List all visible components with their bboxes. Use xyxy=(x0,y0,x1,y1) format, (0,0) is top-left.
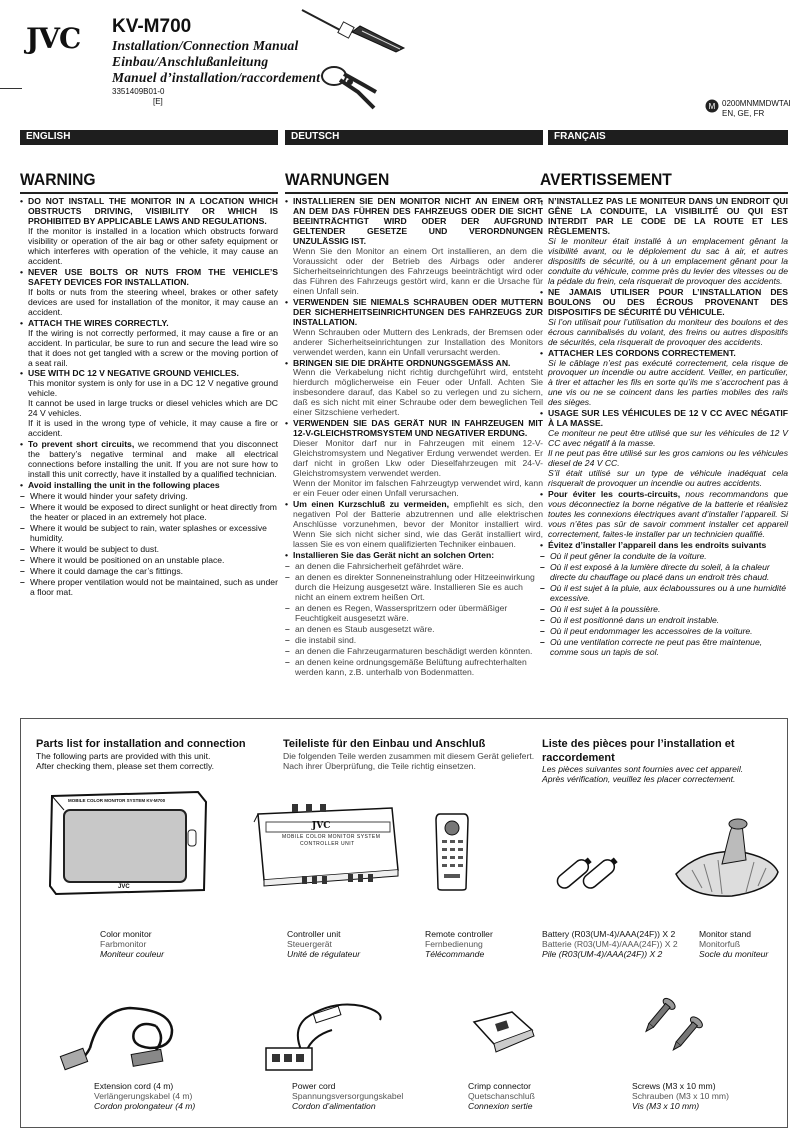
english-warnings xyxy=(20,197,278,599)
parts-title-de: Teileliste für den Einbau und Anschluß xyxy=(283,738,486,750)
divider xyxy=(20,192,278,194)
list-item: • Avoid installing the unit in the following places xyxy=(20,481,278,491)
svg-text:M: M xyxy=(708,102,716,111)
list-item: – Where it would be subject to dust. xyxy=(20,545,278,555)
monitor-label: MOBILE COLOR MONITOR SYSTEM KV-M700 xyxy=(68,798,166,803)
list-item: • Pour éviter les courts-circuits, nous recommandons que vous déconnectiez la borne négative de la batterie et réalisiez toutes les connexions électriques avant d’installer l’appareil. Si vous n’êtes pas sûr de savoir comment installer cet appareil correctement, faites-le installer par un technicien qualifié. xyxy=(540,490,788,540)
list-item: – an denen es direkter Sonneneinstrahlung oder Hitzeeinwirkung durch die Heizung ausgesetzt wäre. Installieren Sie es auch nicht an einem extrem heißen Ort. xyxy=(285,573,543,603)
pliers-icon xyxy=(318,62,378,110)
list-item: – an denen es Staub ausgesetzt wäre. xyxy=(285,625,543,635)
divider xyxy=(540,192,788,194)
title-en: Installation/Connection Manual xyxy=(112,38,299,53)
header-rule xyxy=(0,88,22,89)
part-caption-monitor-stand: Monitor stand Monitorfuß Socle du moniteur xyxy=(699,929,769,959)
battery-illustration xyxy=(552,846,628,906)
controller-brand: JVC xyxy=(312,821,331,831)
list-item: • N’INSTALLEZ PAS LE MONITEUR DANS UN ENDROIT QUI GÊNE LA CONDUITE, LA VISIBILITÉ OU QUI EST INTERDIT PAR LE CODE DE LA ROUTE ET LES RÈGLEMENTS. Si le moniteur était installé à un emplacement gênant la visibilité avant, ou le déploiement du sac à air, et autres dispositifs de sécurité, ou à un emplacement gênant pour la conduite du véhicule, comme près du levier des vitesses ou de la pédale du frein, cela risquerait de provoquer des accidents. xyxy=(540,197,788,287)
list-item: • Installieren Sie das Gerät nicht an solchen Orten: xyxy=(285,551,543,561)
lang-bar-francais: FRANÇAIS xyxy=(548,130,788,145)
parts-sub-de-2: Nach ihrer Überprüfung, die Teile richtig einsetzen. xyxy=(283,761,476,771)
warning-heading-de: WARNUNGEN xyxy=(285,170,390,189)
list-item: • DO NOT INSTALL THE MONITOR IN A LOCATION WHICH OBSTRUCTS DRIVING, VISIBILITY OR WHICH IS PROHIBITED BY APPLICABLE LAWS AND REGULATIONS. If the monitor is installed in a location which obstructs forward visibility or operation of the air bag or other safety equipment or which interferes with operation of the vehicle, it may cause an accident. xyxy=(20,197,278,267)
lang-bar-deutsch: DEUTSCH xyxy=(285,130,543,145)
list-item: – Où il peut gêner la conduite de la voiture. xyxy=(540,552,788,562)
list-item: – an denen die Fahrzeugarmaturen beschädigt werden könnten. xyxy=(285,647,543,657)
screws-illustration xyxy=(650,990,710,1060)
monitor-brand: JVC xyxy=(118,884,130,890)
parts-sub-en-1: The following parts are provided with this unit. xyxy=(36,751,211,761)
power-cord-illustration xyxy=(262,990,392,1075)
list-item: • To prevent short circuits, we recommend that you disconnect the battery’s negative terminal and make all electrical connections before installing the unit. If you are not sure how to install this unit correctly, have it installed by a qualified technician. xyxy=(20,440,278,480)
parts-title-fr: Liste des pièces pour l’installation et raccordement xyxy=(542,738,735,764)
list-item: – Où il est positionné dans un endroit instable. xyxy=(540,616,788,626)
list-item: – Où il peut endommager les accessoires de la voiture. xyxy=(540,627,788,637)
title-de: Einbau/Anschlußanleitung xyxy=(112,54,269,69)
remote-controller-illustration xyxy=(432,812,472,892)
list-item: – Où il est sujet à la pluie, aux éclaboussures ou à une humidité excessive. xyxy=(540,584,788,604)
deutsch-warnings xyxy=(285,197,543,679)
list-item: – an denen es Regen, Wasserspritzern oder übermäßiger Feuchtigkeit ausgesetzt wäre. xyxy=(285,604,543,624)
list-item: – Où il est exposé à la lumière directe du soleil, à la chaleur directe du chauffage ou placé dans un endroit très chaud. xyxy=(540,563,788,583)
part-caption-battery: Battery (R03(UM-4)/AAA(24F)) X 2 Batterie (R03(UM-4)/AAA(24F)) X 2 Pile (R03(UM-4)/AAA(24F)) X 2 xyxy=(542,929,678,959)
list-item: – Where it could damage the car’s fittings. xyxy=(20,567,278,577)
list-item: • BRINGEN SIE DIE DRÄHTE ORDNUNGSGEMÄSS AN. Wenn die Verkabelung nicht richtig durchgeführt wird, entsteht hierdurch möglicherweise ein Feuer oder Unfall. Achten Sie insbesondere darauf, das Kabel so zu verlegen und zu sichern, daß es sich nicht mit einer Schraube oder dem beweglichen Teil einer Sitzschiene verhedert. xyxy=(285,359,543,419)
list-item: • NEVER USE BOLTS OR NUTS FROM THE VEHICLE’S SAFETY DEVICES FOR INSTALLATION. If bolts or nuts from the steering wheel, brakes or other safety devices are used for installation of the monitor, it may cause an accident. xyxy=(20,268,278,318)
list-item: • NE JAMAIS UTILISER POUR L’INSTALLATION DES BOULONS OU DES ÉCROUS PROVENANT DES DISPOSITIFS DE SÉCURITÉ DU VÉHICULE. Si l’on utilisait pour l’utilisation du moniteur des boulons et des écrous cannibalisés du volant, des freins ou autres dispositifs de sécurités, cela risquerait de provoquer des accidents. xyxy=(540,288,788,348)
jvc-logo: JVC xyxy=(26,22,81,55)
screwdriver-icon xyxy=(300,8,410,58)
doc-code: 0200MNMMDWTAI xyxy=(722,99,791,108)
title-fr: Manuel d’installation/raccordement xyxy=(112,70,321,85)
doc-languages: EN, GE, FR xyxy=(722,109,765,118)
list-item: – Où une ventilation correcte ne peut pas être maintenue, comme sous un tapis de sol. xyxy=(540,638,788,658)
recycle-icon xyxy=(705,99,719,113)
list-item: – Where it would hinder your safety driving. xyxy=(20,492,278,502)
list-item: – die instabil sind. xyxy=(285,636,543,646)
parts-sub-fr-1: Les pièces suivantes sont fournies avec cet appareil. xyxy=(542,764,744,774)
part-caption-controller-unit: Controller unit Steuergerät Unité de régulateur xyxy=(287,929,361,959)
parts-sub-fr-2: Après vérification, veuillez les placer correctement. xyxy=(542,774,736,784)
divider xyxy=(285,192,543,194)
controller-label-1: MOBILE COLOR MONITOR SYSTEM xyxy=(282,834,381,840)
list-item: – Où il est sujet à la poussière. xyxy=(540,605,788,615)
lang-bar-english: ENGLISH xyxy=(20,130,278,145)
part-caption-remote-controller: Remote controller Fernbedienung Télécommande xyxy=(425,929,493,959)
francais-warnings xyxy=(540,197,788,659)
list-item: – Where it would be positioned on an unstable place. xyxy=(20,556,278,566)
part-caption-color-monitor: Color monitor Farbmonitor Moniteur couleur xyxy=(100,929,165,959)
list-item: – an denen die Fahrsicherheit gefährdet wäre. xyxy=(285,562,543,572)
part-caption-extension-cord: Extension cord (4 m) Verlängerungskabel (4 m) Cordon prolongateur (4 m) xyxy=(94,1081,196,1111)
part-caption-crimp-connector: Crimp connector Quetschanschluß Connexion sertie xyxy=(468,1081,535,1111)
parts-title-en: Parts list for installation and connection xyxy=(36,738,246,750)
list-item: • USAGE SUR LES VÉHICULES DE 12 V CC AVEC NÉGATIF À LA MASSE. Ce moniteur ne peut être utilisé que sur les véhicules de 12 V CC avec négatif à la masse. Il ne peut pas être utilisé sur les gros camions ou les véhicules diesel de 24 V CC. S’il était utilisé sur un type de véhicule inadéquat cela risquerait de provoquer un incendie ou autres accidents. xyxy=(540,409,788,489)
crimp-connector-illustration xyxy=(470,1006,540,1056)
part-caption-screws: Screws (M3 x 10 mm) Schrauben (M3 x 10 mm) Vis (M3 x 10 mm) xyxy=(632,1081,729,1111)
part-caption-power-cord: Power cord Spannungsversorgungskabel Cordon d’alimentation xyxy=(292,1081,404,1111)
parts-sub-de-1: Die folgenden Teile werden zusammen mit diesem Gerät geliefert. xyxy=(283,751,535,761)
list-item: – Where it would be subject to rain, water splashes or excessive humidity. xyxy=(20,524,278,544)
list-item: • INSTALLIEREN SIE DEN MONITOR NICHT AN EINEM ORT, AN DEM DAS FÜHREN DES FAHRZEUGS ODER DIE SICHT BEEINTRÄCHTIGT WIRD ODER DER AUFGRUND GELTENDER GESETZE UND VERORDNUNGEN UNZULÄSSIG IST. Wenn Sie den Monitor an einem Ort installieren, an dem die Voraussicht oder der Betrieb des Airbags oder anderer Sicherheitseinrichtungen des Fahrzeugs beeinträchtigt wird oder das Führen des Fahrzeugs gestört wird, kann er die Ursache für einen Unfall sein. xyxy=(285,197,543,297)
list-item: – Where it would be exposed to direct sunlight or heat directly from the heater or placed in an extremely hot place. xyxy=(20,503,278,523)
color-monitor-illustration xyxy=(48,790,208,895)
warning-heading-fr: AVERTISSEMENT xyxy=(540,170,672,189)
list-item: – an denen keine ordnungsgemäße Belüftung aufrechterhalten werden kann, z.B. unterhalb von Bodenmatten. xyxy=(285,658,543,678)
warning-heading-en: WARNING xyxy=(20,170,96,189)
monitor-stand-illustration xyxy=(672,812,782,902)
list-item: • ATTACH THE WIRES CORRECTLY. If the wiring is not correctly performed, it may cause a fire or an accident. In particular, be sure to run and secure the lead wire so that it does not get tangled with a screw or the moving portion of a seat rail. xyxy=(20,319,278,369)
model-number: KV-M700 xyxy=(112,16,192,37)
list-item: • VERWENDEN SIE DAS GERÄT NUR IN FAHRZEUGEN MIT 12-V-GLEICHSTROMSYSTEM UND NEGATIVER ERDUNG. Dieser Monitor darf nur in Fahrzeugen mit einem 12-V-Gleichstromsystem und Negativer Erdung verwendet werden. Er darf nicht in großen Lkw oder Dieselfahrzeugen mit 24-V-Gleichstromsystem verwendet werden. Wenn der Monitor im falschen Fahrzeugtyp verwendet wird, kann er ein Feuer oder einen Unfall verursachen. xyxy=(285,419,543,499)
list-item: • Um einen Kurzschluß zu vermeiden, empfiehlt es sich, den negativen Pol der Batterie abzutrennen und alle elektrischen Anschlüsse vorzunehmen, bevor der Monitor installiert wird. Wenn Sie sich nicht sicher sind, wie das Gerät installiert wird, lassen Sie es von einem qualifizierten Techniker einbauen. xyxy=(285,500,543,550)
region-code: [E] xyxy=(153,97,163,106)
doc-part-code: 3351409B01-0 xyxy=(112,87,165,96)
list-item: • USE WITH DC 12 V NEGATIVE GROUND VEHICLES. This monitor system is only for use in a DC 12 V negative ground vehicle. It cannot be used in large trucks or diesel vehicles which are DC 24 V vehicles. If it is used in the wrong type of vehicle, it may cause a fire or accident. xyxy=(20,369,278,439)
controller-label-2: CONTROLLER UNIT xyxy=(300,841,355,847)
list-item: • ATTACHER LES CORDONS CORRECTEMENT. Si le câblage n’est pas exécuté correctement, cela risque de provoquer un incendie ou autre accident. Veiller, en particulier, à tirer et attacher les fils en sorte qu’ils me s’accrochent pas à une vis ou ne se coincent dans les parties mobiles des rails des sièges. xyxy=(540,349,788,409)
parts-sub-en-2: After checking them, please set them correctly. xyxy=(36,761,214,771)
list-item: • Évitez d’installer l’appareil dans les endroits suivants xyxy=(540,541,788,551)
list-item: • VERWENDEN SIE NIEMALS SCHRAUBEN ODER MUTTERN DER SICHERHEITSEINRICHTUNGEN DES FAHRZEUGS ZUR INSTALLATION. Wenn Schrauben oder Muttern des Lenkrads, der Bremsen oder anderer Sicherheitseinrichtungen zur Installation des Monitors verwendet werden, kann ein Unfall verursacht werden. xyxy=(285,298,543,358)
list-item: – Where proper ventilation would not be maintained, such as under a floor mat. xyxy=(20,578,278,598)
extension-cord-illustration xyxy=(60,990,190,1075)
